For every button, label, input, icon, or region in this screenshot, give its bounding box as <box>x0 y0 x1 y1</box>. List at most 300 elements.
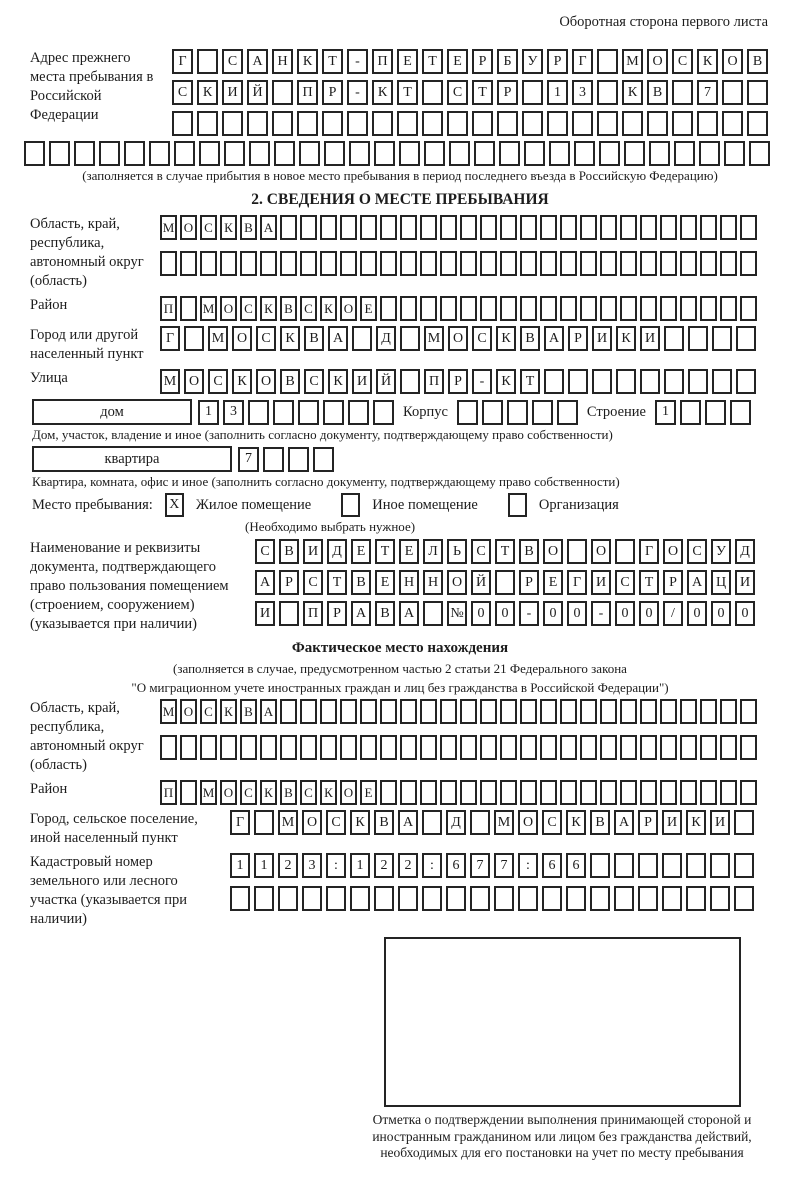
form-cell[interactable] <box>600 699 617 724</box>
form-cell[interactable] <box>566 886 586 911</box>
form-cell[interactable] <box>599 141 620 166</box>
form-cell[interactable] <box>710 886 730 911</box>
form-cell[interactable] <box>480 296 497 321</box>
form-cell[interactable] <box>340 251 357 276</box>
form-cell[interactable] <box>680 215 697 240</box>
form-cell[interactable] <box>449 141 470 166</box>
form-cell[interactable] <box>734 810 754 835</box>
form-cell[interactable]: А <box>328 326 348 351</box>
form-cell[interactable]: Р <box>327 601 347 626</box>
form-cell[interactable] <box>400 215 417 240</box>
form-cell[interactable]: № <box>447 601 467 626</box>
form-cell[interactable]: Ь <box>447 539 467 564</box>
form-cell[interactable]: К <box>197 80 218 105</box>
form-cell[interactable] <box>615 539 635 564</box>
form-cell[interactable]: О <box>180 215 197 240</box>
form-cell[interactable] <box>664 326 684 351</box>
form-cell[interactable] <box>249 141 270 166</box>
form-cell[interactable] <box>580 735 597 760</box>
form-cell[interactable]: М <box>160 369 180 394</box>
form-cell[interactable]: О <box>220 296 237 321</box>
form-cell[interactable]: А <box>399 601 419 626</box>
form-cell[interactable] <box>184 326 204 351</box>
form-cell[interactable] <box>647 111 668 136</box>
form-cell[interactable] <box>422 810 442 835</box>
form-cell[interactable]: В <box>351 570 371 595</box>
form-cell[interactable] <box>300 735 317 760</box>
form-cell[interactable] <box>680 780 697 805</box>
form-cell[interactable]: К <box>496 369 516 394</box>
form-cell[interactable]: В <box>240 215 257 240</box>
form-cell[interactable]: С <box>472 326 492 351</box>
form-cell[interactable]: С <box>208 369 228 394</box>
form-cell[interactable] <box>320 699 337 724</box>
form-cell[interactable] <box>649 141 670 166</box>
form-cell[interactable] <box>720 296 737 321</box>
form-cell[interactable]: 6 <box>446 853 466 878</box>
form-cell[interactable] <box>340 699 357 724</box>
form-cell[interactable]: : <box>422 853 442 878</box>
form-cell[interactable]: О <box>448 326 468 351</box>
form-cell[interactable]: С <box>255 539 275 564</box>
form-cell[interactable] <box>560 251 577 276</box>
form-cell[interactable] <box>460 251 477 276</box>
form-cell[interactable]: К <box>297 49 318 74</box>
form-cell[interactable] <box>597 111 618 136</box>
form-cell[interactable] <box>397 111 418 136</box>
form-cell[interactable] <box>420 296 437 321</box>
form-cell[interactable] <box>640 780 657 805</box>
form-cell[interactable]: О <box>591 539 611 564</box>
form-cell[interactable] <box>740 215 757 240</box>
form-cell[interactable] <box>460 735 477 760</box>
form-cell[interactable] <box>299 141 320 166</box>
form-cell[interactable] <box>460 215 477 240</box>
form-cell[interactable]: К <box>496 326 516 351</box>
form-cell[interactable] <box>499 141 520 166</box>
form-cell[interactable]: К <box>220 699 237 724</box>
form-cell[interactable] <box>540 251 557 276</box>
form-cell[interactable] <box>500 251 517 276</box>
form-cell[interactable]: П <box>160 296 177 321</box>
form-cell[interactable] <box>620 735 637 760</box>
form-cell[interactable] <box>280 735 297 760</box>
form-cell[interactable]: - <box>472 369 492 394</box>
form-cell[interactable] <box>640 251 657 276</box>
form-cell[interactable] <box>580 215 597 240</box>
form-cell[interactable] <box>272 111 293 136</box>
form-cell[interactable] <box>422 80 443 105</box>
form-cell[interactable]: К <box>686 810 706 835</box>
form-cell[interactable] <box>614 886 634 911</box>
form-cell[interactable] <box>600 215 617 240</box>
form-cell[interactable] <box>507 400 528 425</box>
form-cell[interactable] <box>740 780 757 805</box>
form-cell[interactable] <box>374 141 395 166</box>
form-cell[interactable]: И <box>352 369 372 394</box>
form-cell[interactable]: К <box>697 49 718 74</box>
form-cell[interactable]: К <box>328 369 348 394</box>
form-cell[interactable]: О <box>180 699 197 724</box>
form-cell[interactable] <box>399 141 420 166</box>
form-cell[interactable] <box>322 111 343 136</box>
form-cell[interactable] <box>688 326 708 351</box>
form-cell[interactable] <box>524 141 545 166</box>
form-cell[interactable] <box>420 699 437 724</box>
form-cell[interactable] <box>740 735 757 760</box>
form-cell[interactable] <box>540 699 557 724</box>
form-cell[interactable]: Д <box>327 539 347 564</box>
form-cell[interactable] <box>597 49 618 74</box>
form-cell[interactable] <box>500 296 517 321</box>
form-cell[interactable]: И <box>303 539 323 564</box>
form-cell[interactable] <box>172 111 193 136</box>
form-cell[interactable]: С <box>326 810 346 835</box>
form-cell[interactable] <box>180 251 197 276</box>
form-cell[interactable]: О <box>518 810 538 835</box>
form-cell[interactable] <box>199 141 220 166</box>
form-cell[interactable]: Т <box>327 570 347 595</box>
form-cell[interactable]: Б <box>497 49 518 74</box>
form-cell[interactable]: С <box>240 296 257 321</box>
form-cell[interactable] <box>680 251 697 276</box>
form-cell[interactable]: Р <box>568 326 588 351</box>
form-cell[interactable]: В <box>279 539 299 564</box>
form-cell[interactable]: 1 <box>547 80 568 105</box>
form-cell[interactable]: О <box>184 369 204 394</box>
form-cell[interactable]: 0 <box>615 601 635 626</box>
form-cell[interactable]: М <box>494 810 514 835</box>
form-cell[interactable] <box>400 296 417 321</box>
form-cell[interactable] <box>360 251 377 276</box>
form-cell[interactable] <box>280 215 297 240</box>
form-cell[interactable] <box>590 886 610 911</box>
form-cell[interactable]: С <box>687 539 707 564</box>
form-cell[interactable]: Р <box>448 369 468 394</box>
form-cell[interactable] <box>447 111 468 136</box>
form-cell[interactable]: В <box>590 810 610 835</box>
form-cell[interactable] <box>600 780 617 805</box>
form-cell[interactable] <box>614 853 634 878</box>
form-cell[interactable] <box>274 141 295 166</box>
form-cell[interactable]: В <box>520 326 540 351</box>
form-cell[interactable] <box>672 111 693 136</box>
form-cell[interactable] <box>640 296 657 321</box>
form-cell[interactable]: О <box>340 296 357 321</box>
form-cell[interactable] <box>160 251 177 276</box>
form-cell[interactable] <box>349 141 370 166</box>
form-cell[interactable] <box>532 400 553 425</box>
form-cell[interactable] <box>712 369 732 394</box>
form-cell[interactable]: В <box>280 369 300 394</box>
form-cell[interactable] <box>160 735 177 760</box>
form-cell[interactable] <box>420 780 437 805</box>
form-cell[interactable]: К <box>232 369 252 394</box>
form-cell[interactable]: М <box>200 780 217 805</box>
form-cell[interactable] <box>400 326 420 351</box>
form-cell[interactable] <box>149 141 170 166</box>
form-cell[interactable] <box>500 780 517 805</box>
form-cell[interactable] <box>254 886 274 911</box>
form-cell[interactable] <box>720 735 737 760</box>
form-cell[interactable]: К <box>320 296 337 321</box>
form-cell[interactable] <box>494 886 514 911</box>
form-cell[interactable] <box>220 251 237 276</box>
form-cell[interactable]: П <box>303 601 323 626</box>
form-cell[interactable]: М <box>278 810 298 835</box>
form-cell[interactable] <box>482 400 503 425</box>
form-cell[interactable]: Е <box>360 780 377 805</box>
form-cell[interactable] <box>380 215 397 240</box>
form-cell[interactable]: Р <box>322 80 343 105</box>
form-cell[interactable]: 0 <box>471 601 491 626</box>
form-cell[interactable]: Е <box>447 49 468 74</box>
form-cell[interactable] <box>174 141 195 166</box>
form-cell[interactable]: Р <box>519 570 539 595</box>
form-cell[interactable]: 6 <box>566 853 586 878</box>
form-cell[interactable] <box>700 735 717 760</box>
form-cell[interactable] <box>740 251 757 276</box>
form-cell[interactable] <box>590 853 610 878</box>
form-cell[interactable] <box>640 369 660 394</box>
form-cell[interactable]: С <box>200 699 217 724</box>
form-cell[interactable]: У <box>711 539 731 564</box>
form-cell[interactable] <box>380 735 397 760</box>
form-cell[interactable]: П <box>424 369 444 394</box>
form-cell[interactable] <box>720 251 737 276</box>
form-cell[interactable]: Т <box>639 570 659 595</box>
form-cell[interactable] <box>254 810 274 835</box>
form-cell[interactable] <box>300 699 317 724</box>
form-cell[interactable] <box>400 699 417 724</box>
form-cell[interactable] <box>320 735 337 760</box>
form-cell[interactable]: С <box>300 296 317 321</box>
form-cell[interactable]: Р <box>279 570 299 595</box>
form-cell[interactable] <box>460 296 477 321</box>
form-cell[interactable] <box>457 400 478 425</box>
stay-option-checkbox-organization[interactable] <box>508 493 527 517</box>
form-cell[interactable] <box>747 80 768 105</box>
form-cell[interactable]: П <box>372 49 393 74</box>
form-cell[interactable]: 0 <box>543 601 563 626</box>
form-cell[interactable] <box>749 141 770 166</box>
form-cell[interactable] <box>440 780 457 805</box>
form-cell[interactable] <box>697 111 718 136</box>
form-cell[interactable] <box>298 400 319 425</box>
form-cell[interactable]: О <box>663 539 683 564</box>
form-cell[interactable] <box>547 111 568 136</box>
form-cell[interactable]: 6 <box>542 853 562 878</box>
form-cell[interactable] <box>620 780 637 805</box>
form-cell[interactable]: Т <box>472 80 493 105</box>
form-cell[interactable] <box>380 296 397 321</box>
form-cell[interactable]: В <box>304 326 324 351</box>
form-cell[interactable] <box>699 141 720 166</box>
form-cell[interactable]: Д <box>735 539 755 564</box>
form-cell[interactable] <box>74 141 95 166</box>
form-cell[interactable] <box>740 296 757 321</box>
form-cell[interactable]: 0 <box>495 601 515 626</box>
form-cell[interactable] <box>260 735 277 760</box>
form-cell[interactable] <box>230 886 250 911</box>
form-cell[interactable]: С <box>615 570 635 595</box>
form-cell[interactable]: Р <box>663 570 683 595</box>
form-cell[interactable]: И <box>591 570 611 595</box>
form-cell[interactable] <box>495 570 515 595</box>
form-cell[interactable]: К <box>566 810 586 835</box>
form-cell[interactable] <box>720 780 737 805</box>
form-cell[interactable]: 7 <box>238 447 259 472</box>
form-cell[interactable] <box>480 735 497 760</box>
form-cell[interactable] <box>560 735 577 760</box>
form-cell[interactable] <box>700 296 717 321</box>
form-cell[interactable] <box>620 296 637 321</box>
form-cell[interactable]: С <box>471 539 491 564</box>
form-cell[interactable] <box>500 215 517 240</box>
form-cell[interactable]: 0 <box>639 601 659 626</box>
form-cell[interactable]: С <box>300 780 317 805</box>
form-cell[interactable] <box>600 735 617 760</box>
form-cell[interactable]: Н <box>399 570 419 595</box>
form-cell[interactable] <box>424 141 445 166</box>
form-cell[interactable]: К <box>616 326 636 351</box>
form-cell[interactable]: Д <box>446 810 466 835</box>
form-cell[interactable] <box>440 699 457 724</box>
form-cell[interactable]: Й <box>247 80 268 105</box>
form-cell[interactable]: Г <box>230 810 250 835</box>
form-cell[interactable]: В <box>280 296 297 321</box>
form-cell[interactable]: С <box>303 570 323 595</box>
form-cell[interactable] <box>180 735 197 760</box>
form-cell[interactable]: 7 <box>697 80 718 105</box>
form-cell[interactable] <box>664 369 684 394</box>
form-cell[interactable]: О <box>647 49 668 74</box>
form-cell[interactable]: О <box>256 369 276 394</box>
form-cell[interactable] <box>592 369 612 394</box>
form-cell[interactable]: - <box>347 49 368 74</box>
form-cell[interactable]: М <box>208 326 228 351</box>
form-cell[interactable]: Р <box>497 80 518 105</box>
form-cell[interactable] <box>500 735 517 760</box>
form-cell[interactable] <box>705 400 726 425</box>
form-cell[interactable] <box>680 735 697 760</box>
form-cell[interactable]: Е <box>397 49 418 74</box>
form-cell[interactable]: С <box>304 369 324 394</box>
form-cell[interactable]: 0 <box>735 601 755 626</box>
form-cell[interactable] <box>470 810 490 835</box>
form-cell[interactable] <box>278 886 298 911</box>
form-cell[interactable] <box>640 215 657 240</box>
form-cell[interactable] <box>340 735 357 760</box>
form-cell[interactable]: П <box>297 80 318 105</box>
form-cell[interactable] <box>472 111 493 136</box>
form-cell[interactable] <box>323 400 344 425</box>
form-cell[interactable]: 0 <box>711 601 731 626</box>
form-cell[interactable]: Т <box>520 369 540 394</box>
form-cell[interactable] <box>420 735 437 760</box>
form-cell[interactable]: А <box>614 810 634 835</box>
form-cell[interactable] <box>224 141 245 166</box>
form-cell[interactable] <box>560 296 577 321</box>
form-cell[interactable] <box>320 215 337 240</box>
form-cell[interactable]: В <box>375 601 395 626</box>
form-cell[interactable] <box>180 780 197 805</box>
form-cell[interactable] <box>540 296 557 321</box>
form-cell[interactable]: 2 <box>278 853 298 878</box>
form-cell[interactable] <box>580 251 597 276</box>
form-cell[interactable]: А <box>260 215 277 240</box>
form-cell[interactable]: Р <box>638 810 658 835</box>
form-cell[interactable] <box>400 780 417 805</box>
form-cell[interactable] <box>400 369 420 394</box>
form-cell[interactable] <box>734 853 754 878</box>
form-cell[interactable] <box>740 699 757 724</box>
form-cell[interactable]: / <box>663 601 683 626</box>
form-cell[interactable] <box>638 853 658 878</box>
form-cell[interactable]: Т <box>397 80 418 105</box>
form-cell[interactable] <box>540 215 557 240</box>
form-cell[interactable] <box>422 886 442 911</box>
form-cell[interactable]: А <box>351 601 371 626</box>
form-cell[interactable]: 3 <box>302 853 322 878</box>
form-cell[interactable] <box>440 215 457 240</box>
form-cell[interactable] <box>220 735 237 760</box>
form-cell[interactable]: А <box>687 570 707 595</box>
form-cell[interactable] <box>580 296 597 321</box>
form-cell[interactable] <box>422 111 443 136</box>
form-cell[interactable] <box>540 780 557 805</box>
form-cell[interactable] <box>560 699 577 724</box>
form-cell[interactable]: Е <box>543 570 563 595</box>
form-cell[interactable] <box>200 735 217 760</box>
form-cell[interactable] <box>240 735 257 760</box>
form-cell[interactable]: С <box>172 80 193 105</box>
form-cell[interactable]: С <box>240 780 257 805</box>
form-cell[interactable] <box>720 215 737 240</box>
form-cell[interactable] <box>248 400 269 425</box>
form-cell[interactable]: 7 <box>470 853 490 878</box>
form-cell[interactable] <box>572 111 593 136</box>
form-cell[interactable] <box>640 735 657 760</box>
form-cell[interactable] <box>400 251 417 276</box>
form-cell[interactable] <box>730 400 751 425</box>
stay-option-checkbox-other-premises[interactable] <box>341 493 360 517</box>
form-cell[interactable]: А <box>398 810 418 835</box>
form-cell[interactable]: В <box>240 699 257 724</box>
form-cell[interactable]: И <box>640 326 660 351</box>
form-cell[interactable] <box>580 699 597 724</box>
form-cell[interactable]: Т <box>375 539 395 564</box>
form-cell[interactable] <box>638 886 658 911</box>
form-cell[interactable]: О <box>340 780 357 805</box>
form-cell[interactable] <box>597 80 618 105</box>
form-cell[interactable] <box>624 141 645 166</box>
form-cell[interactable]: С <box>447 80 468 105</box>
form-cell[interactable] <box>660 215 677 240</box>
form-cell[interactable] <box>710 853 730 878</box>
form-cell[interactable]: - <box>591 601 611 626</box>
form-cell[interactable]: И <box>710 810 730 835</box>
form-cell[interactable]: Г <box>639 539 659 564</box>
form-cell[interactable] <box>222 111 243 136</box>
form-cell[interactable]: Г <box>160 326 180 351</box>
form-cell[interactable] <box>620 251 637 276</box>
form-cell[interactable] <box>372 111 393 136</box>
form-cell[interactable] <box>722 111 743 136</box>
form-cell[interactable] <box>520 215 537 240</box>
form-cell[interactable] <box>260 251 277 276</box>
form-cell[interactable]: Г <box>172 49 193 74</box>
